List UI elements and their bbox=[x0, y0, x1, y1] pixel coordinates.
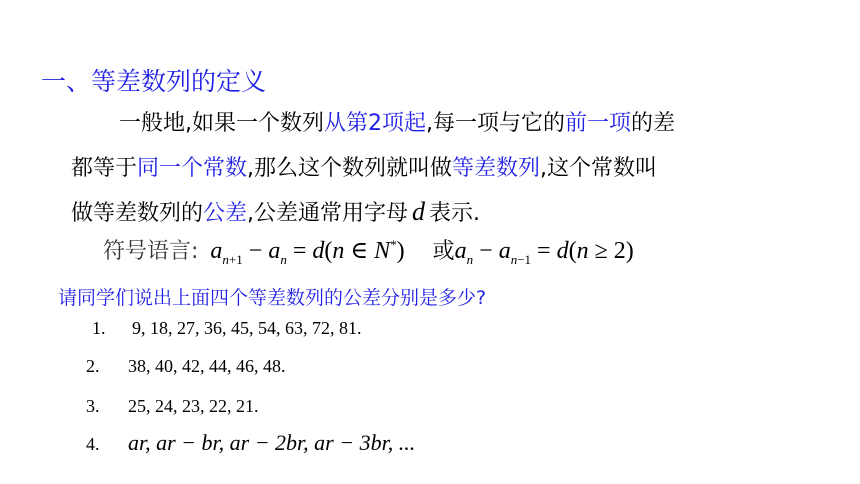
def-text: ,这个常数叫 bbox=[540, 156, 658, 181]
question-text: 请同学们说出上面四个等差数列的公差分别是多少? bbox=[58, 287, 487, 309]
sequence-number: 1. bbox=[92, 318, 106, 338]
def-highlight-from-second-term: 从第2项起 bbox=[324, 111, 426, 136]
formula-alt: $a_n - a_{n-1} = d(n \ge 2)$ bbox=[454, 238, 634, 267]
def-text: ,每一项与它的 bbox=[426, 111, 565, 136]
formula-main: $a_{n+1} - a_n = d(n$ ∈ N*) bbox=[210, 237, 405, 267]
definition-line-3 bbox=[71, 196, 480, 227]
sequence-text: 25, 24, 23, 22, 21. bbox=[128, 396, 259, 416]
section-title: 一、等差数列的定义 bbox=[41, 67, 267, 96]
def-text: 做等差数列的 bbox=[71, 201, 204, 226]
def-highlight-arithmetic-sequence: 等差数列 bbox=[452, 156, 541, 181]
formula-or: 或 bbox=[432, 239, 455, 264]
def-text: ,那么这个数列就叫做 bbox=[247, 156, 453, 181]
sequence-item-2 bbox=[86, 356, 286, 377]
formula-label: 符号语言: bbox=[103, 239, 199, 264]
definition-line-2 bbox=[71, 151, 657, 182]
sequence-item-3 bbox=[86, 396, 259, 417]
def-highlight-same-constant: 同一个常数 bbox=[137, 156, 248, 181]
letter-d: d bbox=[412, 197, 426, 226]
sequence-number: 2. bbox=[86, 356, 100, 376]
sequence-text: ar, ar − br, ar − 2br, ar − 3br, ... bbox=[128, 430, 416, 455]
def-highlight-common-difference: 公差 bbox=[203, 201, 248, 226]
symbolic-formula bbox=[103, 234, 634, 268]
def-text: 表示. bbox=[429, 201, 481, 226]
sequence-text: 38, 40, 42, 44, 46, 48. bbox=[128, 356, 286, 376]
def-text: ,公差通常用字母 bbox=[247, 201, 409, 226]
def-text: 都等于 bbox=[71, 156, 138, 181]
sequence-item-4 bbox=[86, 430, 415, 456]
def-highlight-previous-term: 前一项 bbox=[565, 111, 632, 136]
definition-line-1 bbox=[119, 106, 675, 137]
def-text: 的差 bbox=[631, 111, 676, 136]
sequence-text: 9, 18, 27, 36, 45, 54, 63, 72, 81. bbox=[132, 318, 362, 338]
sequence-number: 4. bbox=[86, 434, 100, 454]
sequence-number: 3. bbox=[86, 396, 100, 416]
def-text: 一般地,如果一个数列 bbox=[119, 111, 324, 136]
sequence-item-1 bbox=[92, 318, 362, 339]
